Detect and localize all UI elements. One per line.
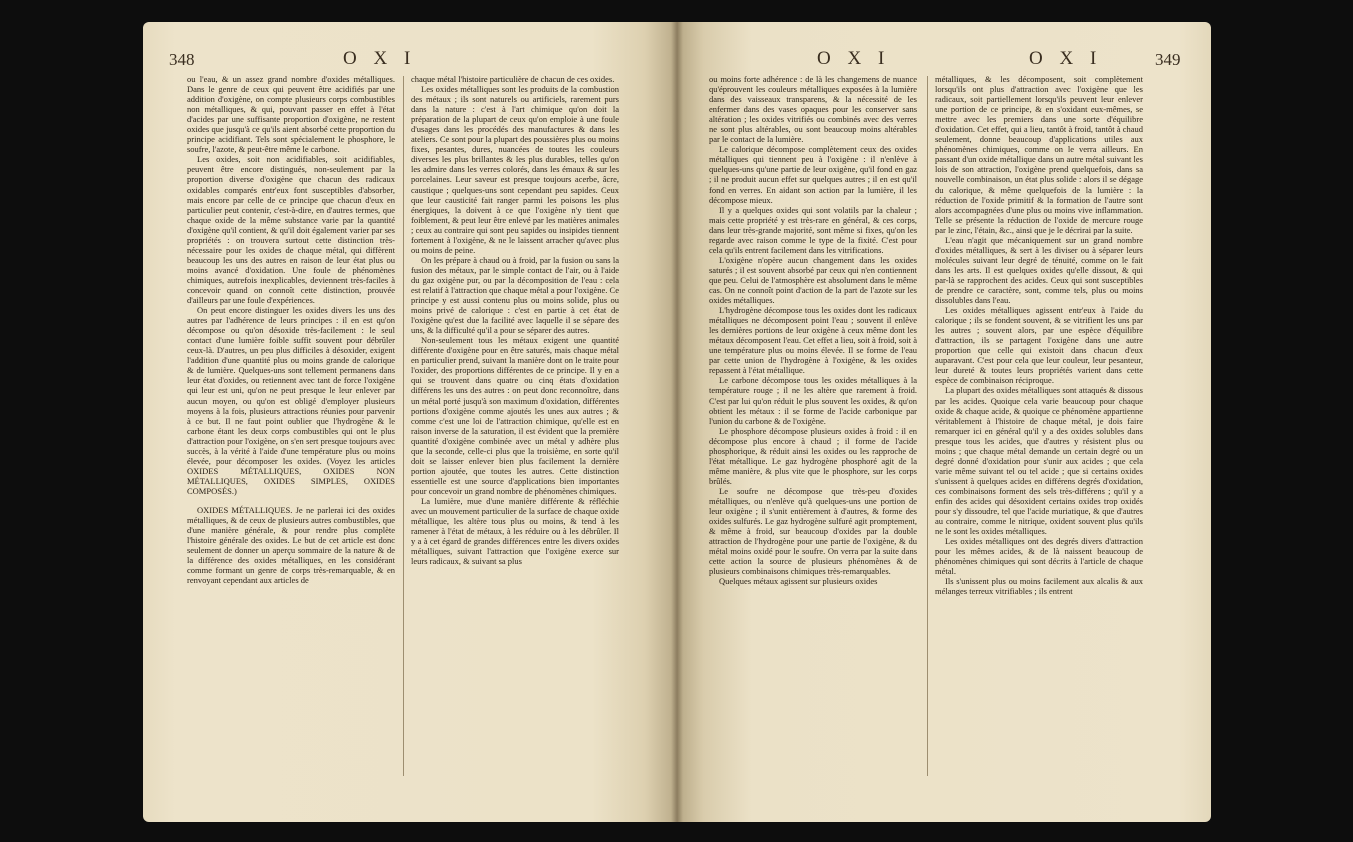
paragraph: La plupart des oxides métalliques sont attaqués & dissous par les acides. Quoique cela varie beaucoup pour chaque oxide & chaque acide, & quoique ce phénomène appartienne véritablement à l'histoire de chaque métal, je dois faire remarquer ici en général qu'il y a des oxides solubles dans presque tous les acides, que d'autres y résistent plus ou moins ; que chaque métal demande un certain degré ou un degré donné d'oxidation pour s'unir aux acides ; que cela varie même suivant tel ou tel acide ; que si certains oxides s'unissent à quelques acides en différens degrés d'oxidation, ces combinaisons forment des sels très-différens ; qu'il y a enfin des acides qui désoxident certains oxides trop oxidés pour s'y dissoudre, tel que l'acide muriatique, & que d'autres au contraire, comme le nitrique, oxident souvent plus qu'ils ne le sont les oxides métalliques. <box>935 385 1143 537</box>
paragraph: ou moins forte adhérence : de là les changemens de nuance qu'éprouvent les couleurs métalliques exposées à la lumière dans des vaisseaux transparens, & la nécessité de les enfermer dans des vases opaques pour les conserver sans altération ; les oxides vitrifiés ou combinés avec des verres ne sont plus altérables, ou sont beaucoup moins altérables par le contact de la lumière. <box>709 74 917 145</box>
paragraph: Le phosphore décompose plusieurs oxides à froid : il en décompose plus encore à chaud ; il forme de l'acide phosphorique, & réduit ainsi les oxides ou les rapproche de l'état métallique. Le gaz hydrogène phosphoré agit de la même manière, & plus vite que le phosphore, sur les corps brûlés. <box>709 425 917 486</box>
column-divider <box>927 76 928 776</box>
paragraph: L'oxigène n'opère aucun changement dans les oxides saturés ; il est souvent absorbé par ceux qui n'en contiennent que peu. Celui de l'atmosphère est absolument dans le même cas. On ne connoît point d'action de la part de l'azote sur les oxides métalliques. <box>709 254 917 306</box>
right-page-number: 349 <box>1155 50 1181 69</box>
left-page-number: 348 <box>169 50 195 69</box>
paragraph: Les oxides, soit non acidifiables, soit acidifiables, peuvent être encore distingués, non-seulement par la proportion diverse d'oxigène que chacun des radicaux oxidables comparés entr'eux font susceptibles d'absorber, mais encore par celle de ce principe que chacun d'eux en particulier peut contenir, c'est-à-dire, en d'autres termes, que chaque oxide de la même substance varie par la quantité d'oxigène qu'il contient, & qu'il doit également varier par ses propriétés : on trouvera surtout cette distinction très-nécessaire pour les oxides de chaque métal, qui diffèrent beaucoup les uns des autres en raison de leur état plus ou moins avancé d'oxidation. Une foule de phénomènes chimiques, autrefois inexplicables, deviennent très-faciles à concevoir quand on connoît cette distinction, prouvée d'ailleurs par une foule d'expériences. <box>187 154 395 306</box>
paragraph: Il y a quelques oxides qui sont volatils par la chaleur ; mais cette propriété y est très-rare en général, & ces corps, dans leur très-grande majorité, sont même si fixes, qu'on les regarde avec raison comme le type de la fixité. C'est pour cela qu'ils entrent facilement dans les vitrifications. <box>709 204 917 255</box>
paragraph: Non-seulement tous les métaux exigent une quantité différente d'oxigène pour en être saturés, mais chaque métal en particulier prend, suivant la manière dont on le traite pour l'oxider, des proportions différentes de ce principe. Il y en a qui se trouvent dans quatre ou cinq états d'oxidation différens les uns des autres : on peut donc reconnoître, dans un métal porté jusqu'à son maximum d'oxidation, différentes portions d'oxigène comme ajoutés les unes aux autres ; & comme c'est une loi de l'attraction chimique, qu'elle est en raison inverse de la saturation, il est évident que la première quantité d'oxigène combinée avec un métal y adhère plus que la seconde, celle-ci plus que la troisième, en sorte qu'il doit se laisser enlever bien plus facilement la dernière portion ajoutée, que toutes les autres. Cette distinction essentielle est une source d'applications bien importantes pour concevoir un grand nombre de phénomènes chimiques. <box>411 335 619 496</box>
paragraph: Le soufre ne décompose que très-peu d'oxides métalliques, ou n'enlève qu'à quelques-uns une portion de leur oxigène ; il s'unit entièrement à d'autres, & forme des oxides sulfurés. Le gaz hydrogène sulfuré agit promptement, & même à froid, sur beaucoup d'oxides par la double attraction de l'hydrogène pour une partie de l'oxigène, & du métal moins oxidé pour le soufre. On verra par la suite dans cette action la source de plusieurs phénomènes & de plusieurs combinaisons chimiques très-remarquables. <box>709 485 917 577</box>
open-book <box>143 22 1211 822</box>
paragraph: Ils s'unissent plus ou moins facilement aux alcalis & aux mélanges terreux vitrifiables ; ils entrent <box>935 576 1143 597</box>
left-page <box>143 22 677 822</box>
paragraph: Quelques métaux agissent sur plusieurs oxides <box>719 576 878 587</box>
paragraph: Le calorique décompose complètement ceux des oxides métalliques qui tiennent peu à l'oxigène : il n'enlève à quelques-uns qu'une partie de leur oxigène, qu'il fond en gaz ; il ne produit aucun effet sur quelques autres ; il en est qu'il fond en verres. En aidant son action par la lumière, il les décompose mieux. <box>709 144 917 205</box>
right-running-head-right: O X I <box>1029 48 1103 69</box>
right-column-2 <box>935 74 1143 596</box>
paragraph: ou l'eau, & un assez grand nombre d'oxides métalliques. Dans le genre de ceux qui peuvent être acidifiés par une addition d'oxigène, on compte plusieurs corps combustibles non métalliques, & qui, pouvant passer en effet à l'état d'acides par une suffisante proportion d'oxigène, ne restent oxides que jusqu'à ce qu'ils aient absorbé cette proportion du principe acidifiant. Tels sont spécialement le phosphore, le soufre, l'azote, & peut-être même le carbone. <box>187 74 395 155</box>
book-gutter <box>671 22 683 822</box>
paragraph: Les oxides métalliques ont des degrés divers d'attraction pour les mêmes acides, & de là naissent beaucoup de phénomènes chimiques qui sont décrits à l'article de chaque métal. <box>935 536 1143 577</box>
left-column-1 <box>187 74 395 585</box>
right-column-1 <box>709 74 917 586</box>
paragraph: Les oxides métalliques sont les produits de la combustion des métaux ; ils sont naturels ou artificiels, rarement purs dans la nature : c'est à l'art chimique qu'on doit la préparation de la plupart de ceux qu'on emploie à une foule d'usages dans les procédés des manufactures & dans les ateliers. Ce sont pour la plupart des poussières plus ou moins fixes, pesantes, dures, nuancées de toutes les couleurs diverses les plus brillantes & les plus durables, telles qu'on les admire dans les verres colorés, dans les émaux & sur les porcelaines. Leur saveur est presque toujours acerbe, âcre, caustique ; quelques-uns sont cependant peu sapides. Ceux que leur causticité fait ranger parmi les poisons les plus énergiques, la doivent à ce que l'oxigène n'y tient que foiblement, & peut leur être enlevé par les matières animales ; ceux au contraire qui sont peu sapides ou insipides tiennent fortement à l'oxigène, & ne le laissent arracher qu'avec plus ou moins de peine. <box>411 84 619 255</box>
right-page <box>677 22 1211 822</box>
paragraph: On peut encore distinguer les oxides divers les uns des autres par l'adhérence de leurs principes : il en est qu'on décompose ou qu'on désoxide très-facilement : le seul contact d'une lumière foible suffit souvent pour débrûler ceux-là. D'autres, un peu plus difficiles à désoxider, exigent l'addition d'une quantité plus ou moins grande de calorique & de lumière. Quelques-uns sont tellement permanens dans leur état d'oxides, ou retiennent avec tant de force l'oxigène qui leur est uni, qu'on ne peut presque le leur enlever par aucun moyen, ou qu'on est obligé d'employer plusieurs moyens à la fois, plusieurs attractions réunies pour parvenir à ce but. Il ne faut point oublier que l'hydrogène & le carbone étant les deux corps combustibles qui ont le plus d'attraction pour l'oxigène, on s'en sert presque toujours avec succès, à la vérité à l'aide d'une température plus ou moins élevée, pour décomposer les oxides. (Voyez les articles OXIDES MÉTALLIQUES, OXIDES NON MÉTALLIQUES, OXIDES SIMPLES, OXIDES COMPOSÉS.) <box>187 305 395 496</box>
paragraph: Les oxides métalliques agissent entr'eux à l'aide du calorique ; ils se fondent souvent, & se vitrifient les uns par les autres ; souvent alors, par une espèce d'équilibre d'attraction, ils se partagent l'oxigène dans une autre proportion que celle qui existoit dans chacun d'eux auparavant. C'est pour cela que leur couleur, leur pesanteur, leur dureté & toutes leurs propriétés varient dans cette espèce de combinaison réciproque. <box>935 305 1143 386</box>
paragraph: chaque métal l'histoire particulière de chacun de ces oxides. <box>411 74 615 84</box>
right-running-head-left: O X I <box>817 48 891 69</box>
paragraph: L'hydrogène décompose tous les oxides dont les radicaux métalliques ne décomposent point l'eau ; souvent il enlève les dernières portions de leur oxigène à ceux même dont les métaux décomposent l'eau. Cet effet a lieu, soit à froid, soit à une température plus ou moins élevée. Il se forme de l'eau par cette union de l'hydrogène à l'oxigène, & les oxides repassent à l'état métallique. <box>709 305 917 376</box>
paragraph: L'eau n'agit que mécaniquement sur un grand nombre d'oxides métalliques, & sert à les diviser ou à séparer leurs molécules suivant leur degré de ténuité, comme on le fait dans les arts. Il est quelques oxides qu'elle dissout, & qui par-là se rapprochent des acides. Ceux qui sont susceptibles de prendre ce caractère, sont, comme tels, plus ou moins dissolubles dans l'eau. <box>935 234 1143 306</box>
paragraph: Le carbone décompose tous les oxides métalliques à la température rouge ; il ne les altère que rarement à froid. C'est par lui qu'on réduit le plus souvent les oxides, & qu'on obtient les métaux : il se forme de l'acide carbonique par l'union du carbone & de l'oxigène. <box>709 375 917 426</box>
column-divider <box>403 76 404 776</box>
paragraph: OXIDES MÉTALLIQUES. Je ne parlerai ici des oxides métalliques, & de ceux de plusieurs autres combustibles, que d'une manière générale, & pour rendre plus complète l'histoire générale des oxides. Le but de cet article est donc seulement de donner un aperçu sommaire de la nature & de la différence des oxides métalliques, en les considérant comme formant un genre de corps très-remarquable, & en renvoyant cependant aux articles de <box>187 504 395 586</box>
paragraph: La lumière, mue d'une manière différente & réfléchie avec un mouvement particulier de la surface de chaque oxide métallique, les altère tous plus ou moins, & tend à les ramener à l'état de métaux, à les réduire ou à les débrûler. Il y a à cet égard de grandes différences entre les divers oxides métalliques, suivant l'attraction que l'oxigène exerce sur leurs radicaux, & suivant sa plus <box>411 495 619 567</box>
paragraph: métalliques, & les décomposent, soit complètement lorsqu'ils ont plus d'attraction avec l'oxigène que les radicaux, soit partiellement lorsqu'ils peuvent leur enlever une portion de ce principe, & en s'oxidant eux-mêmes, se mettre avec les premiers dans une sorte d'équilibre d'oxidation. Cet effet, qui a lieu, tantôt à froid, tantôt à chaud seulement, donne beaucoup d'applications utiles aux phénomènes chimiques, comme on le verra ailleurs. En passant d'un oxide métallique dans un autre métal suivant les lois de son attraction, l'oxigène prend quelquefois, dans sa nouvelle combinaison, un état plus solide : alors il se dégage du calorique, & même quelquefois de la lumière : la réduction de l'oxide primitif & la formation de l'autre sont alors accompagnées d'une plus ou moins vive inflammation. Telle se présente la réduction de l'oxide de mercure rouge par le zinc, l'étain, &c., ainsi que je le décrirai par la suite. <box>935 74 1143 235</box>
left-running-head: O X I <box>343 48 417 69</box>
paragraph: On les prépare à chaud ou à froid, par la fusion ou sans la fusion des métaux, par le simple contact de l'air, ou à l'aide du gaz oxigène pur, ou par la décomposition de l'eau : cela est relatif à l'attraction que chaque métal a pour l'oxigène. Ce principe y est aussi contenu plus ou moins solide, plus ou moins privé de calorique : c'est en partie à cet état de l'oxigène qu'est due la facilité avec laquelle il se sépare des uns, & la difficulté qu'il a pour se séparer des autres. <box>411 254 619 336</box>
left-column-2 <box>411 74 619 566</box>
